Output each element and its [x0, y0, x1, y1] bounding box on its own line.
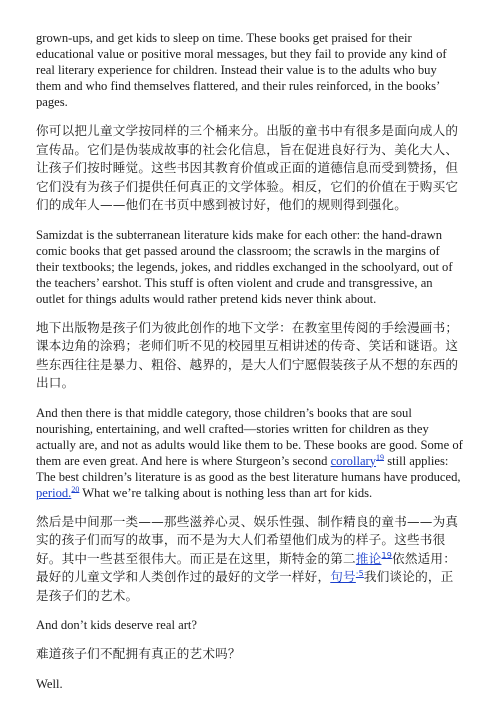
- p5-text-1: And then there is that middle category, those children’s books that are soul nourishing, entertaining, and well crafted—stories written for children as they actually are, and not as adults would like them to be. These books are good. Some of them are even great. And here is where Sturgeon’s second: [36, 405, 463, 468]
- p6-text-2: 依然适用：最好的儿童文学和人类创作过的最好的文学一样好，: [36, 550, 456, 584]
- p6-text-1: 然后是中间那一类——那些滋养心灵、娱乐性强、制作精良的童书——为真实的孩子们而写的故事，而不是为大人们希望他们成为的样子。这些书很好。其中一些甚至很伟大。而正是在这里，斯特金的第二: [36, 513, 459, 566]
- p5-text-3: What we’re talking about is nothing less than art for kids.: [79, 485, 373, 500]
- footnote-19-link-zh[interactable]: 19: [381, 550, 393, 560]
- paragraph-1-zh: 你可以把儿童文学按同样的三个桶来分。出版的童书中有很多是面向成人的宣传品。它们是伪装成故事的社会化信息，旨在促进良好行为、美化大人、让孩子们按时睡觉。这些书因其教育价值或正面的道德信息而受到赞扬，但它们没有为孩子们提供任何真正的文学体验。相反，它们的价值在于购买它们的成年人——他们在书页中感到被讨好，他们的规则得到强化。: [36, 123, 459, 212]
- corollary-link-zh[interactable]: 推论: [355, 550, 382, 566]
- footnote-19-link[interactable]: 19: [376, 452, 385, 462]
- paragraph-2-en: Samizdat is the subterranean literature kids make for each other: the hand-drawn comic books that get passed around the classroom; the scrawls in the margins of their textbooks; the legends, jokes, and riddles exchanged in the schoolyard, out of the teachers’ earshot. This stuff is often violent and crude and transgressive, an outlet for things adults would rather pretend kids never think about.: [36, 227, 453, 306]
- period-link[interactable]: period.: [36, 485, 72, 500]
- footnote-20-link[interactable]: 20: [71, 484, 80, 494]
- question-zh: 难道孩子们不配拥有真正的艺术吗？: [36, 646, 241, 661]
- paragraph-3-zh: [36, 513, 464, 606]
- p5-text-2: still applies: The best children’s literature is as good as the best literature humans have produced,: [36, 453, 461, 484]
- question-en: And don’t kids deserve real art?: [36, 618, 197, 632]
- closing-word: Well.: [36, 676, 63, 691]
- paragraph-3-en: [36, 405, 464, 501]
- p6-text-3: 我们谈论的，正是孩子们的艺术。: [36, 569, 454, 603]
- corollary-link[interactable]: corollary: [330, 453, 377, 468]
- footnote-5-link-zh[interactable]: ·5: [355, 568, 364, 578]
- period-link-zh[interactable]: 句号: [330, 569, 356, 584]
- paragraph-1-en: grown-ups, and get kids to sleep on time. These books get praised for their educational value or positive moral messages, but they fail to provide any kind of real literary experience for children. Instead their value is to the adults who buy them and who find themselves flattered, and their rules reinforced, in the books’ pages.: [36, 31, 447, 109]
- paragraph-2-zh: 地下出版物是孩子们为彼此创作的地下文学：在教室里传阅的手绘漫画书；课本边角的涂鸦；老师们听不见的校园里互相讲述的传奇、笑话和谜语。这些东西往往是暴力、粗俗、越界的，是大人们宁愿假装孩子从不想的东西的出口。: [36, 319, 459, 390]
